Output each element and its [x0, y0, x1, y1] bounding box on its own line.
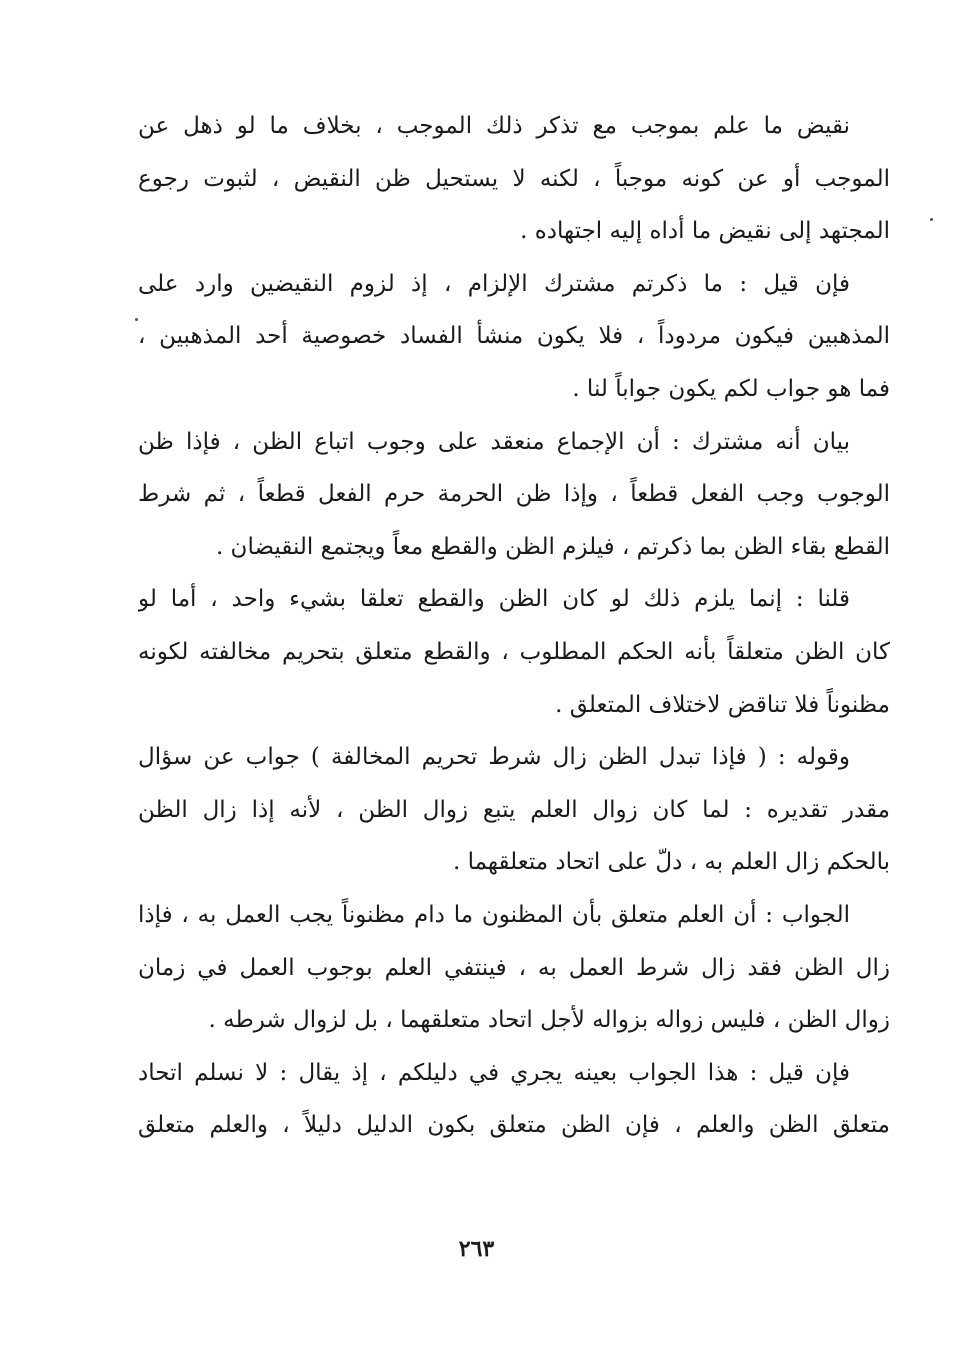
- text-line: زوال الظن ، فليس زواله بزواله لأجل اتحاد متعلقهما ، بل لزوال شرطه .: [208, 1007, 890, 1034]
- paragraph: [138, 889, 890, 1047]
- text-line: كان الظن متعلقاً بأنه الحكم المطلوب ، والقطع متعلق بتحريم مخالفته لكونه: [138, 638, 890, 665]
- text-line: فما هو جواب لكم يكون جواباً لنا .: [572, 375, 890, 402]
- text-line: المذهبين فيكون مردوداً ، فلا يكون منشأ الفساد خصوصية أحد المذهبين ،: [138, 323, 890, 350]
- text-line: الجواب : أن العلم متعلق بأن المظنون ما دام مظنوناً يجب العمل به ، فإذا: [138, 901, 850, 928]
- paragraph: [138, 100, 890, 258]
- text-line: القطع بقاء الظن بما ذكرتم ، فيلزم الظن والقطع معاً ويجتمع النقيضان .: [215, 533, 890, 560]
- body-text: [138, 100, 890, 1152]
- text-line: فإن قيل : هذا الجواب بعينه يجري في دليلكم ، إذ يقال : لا نسلم اتحاد: [138, 1059, 850, 1086]
- text-line: زال الظن فقد زال شرط العمل به ، فينتفي العلم بوجوب العمل في زمان: [138, 954, 890, 981]
- text-line: المجتهد إلى نقيض ما أداه إليه اجتهاده .: [520, 218, 890, 245]
- text-line: الموجب أو عن كونه موجباً ، لكنه لا يستحيل ظن النقيض ، لثبوت رجوع: [138, 165, 890, 192]
- paragraph: [138, 416, 890, 574]
- text-line: بيان أنه مشترك : أن الإجماع منعقد على وجوب اتباع الظن ، فإذا ظن: [138, 428, 850, 455]
- paragraph: [138, 258, 890, 416]
- paragraph: [138, 573, 890, 731]
- text-line: بالحكم زال العلم به ، دلّ على اتحاد متعلقهما .: [452, 849, 890, 876]
- paragraph: [138, 731, 890, 889]
- text-line: وقوله : ( فإذا تبدل الظن زال شرط تحريم المخالفة ) جواب عن سؤال: [138, 744, 850, 771]
- scan-speck: [930, 218, 933, 221]
- text-line: فإن قيل : ما ذكرتم مشترك الإلزام ، إذ لزوم النقيضين وارد على: [138, 270, 850, 297]
- page-number: ٢٦٣: [458, 1236, 495, 1262]
- text-line: متعلق الظن والعلم ، فإن الظن متعلق بكون الدليل دليلاً ، والعلم متعلق: [138, 1112, 890, 1139]
- text-line: نقيض ما علم بموجب مع تذكر ذلك الموجب ، بخلاف ما لو ذهل عن: [138, 113, 850, 139]
- text-line: الوجوب وجب الفعل قطعاً ، وإذا ظن الحرمة حرم الفعل قطعاً ، ثم شرط: [138, 481, 890, 508]
- text-line: مظنوناً فلا تناقض لاختلاف المتعلق .: [555, 691, 890, 718]
- scan-speck: [135, 318, 138, 321]
- text-line: قلنا : إنما يلزم ذلك لو كان الظن والقطع تعلقا بشيء واحد ، أما لو: [138, 586, 850, 613]
- text-line: مقدر تقديره : لما كان زوال العلم يتبع زوال الظن ، لأنه إذا زال الظن: [138, 796, 890, 823]
- paragraph: [138, 1047, 890, 1152]
